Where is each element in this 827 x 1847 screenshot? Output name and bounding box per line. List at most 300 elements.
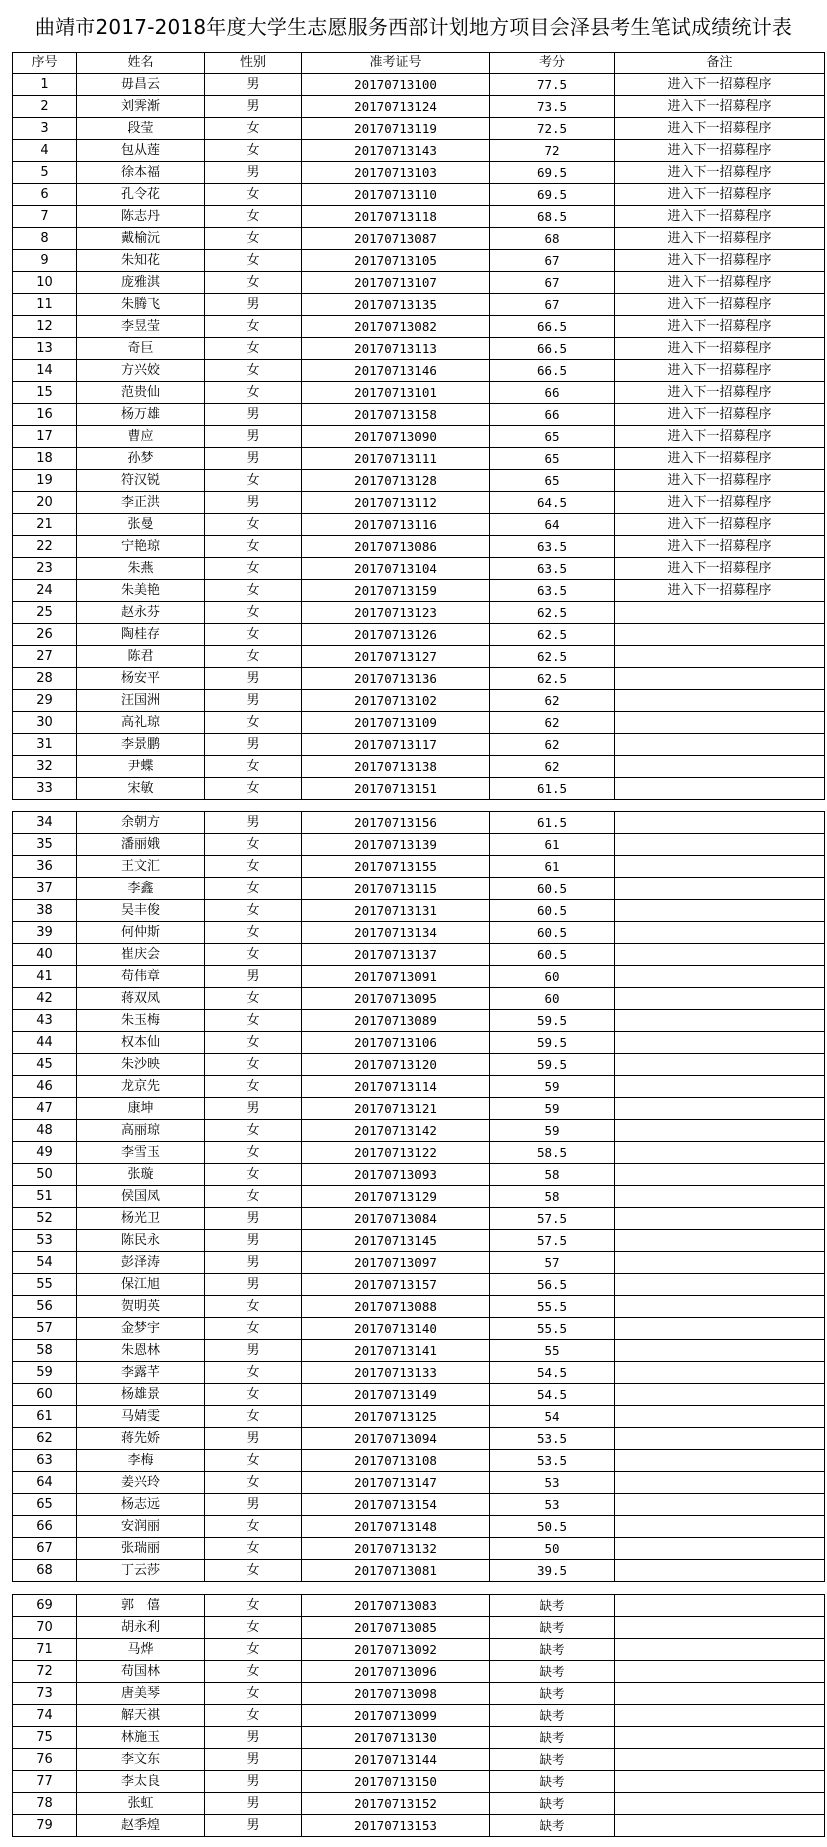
cell-gender: 女 xyxy=(205,922,302,944)
table-row xyxy=(13,1450,825,1472)
cell-gender: 男 xyxy=(205,1208,302,1230)
cell-score: 63.5 xyxy=(490,558,615,580)
cell-score: 55 xyxy=(490,1340,615,1362)
cell-gender: 女 xyxy=(205,536,302,558)
cell-exam-id: 20170713140 xyxy=(302,1318,490,1340)
cell-remark: 进入下一招募程序 xyxy=(615,470,825,492)
cell-gender: 女 xyxy=(205,1054,302,1076)
table-row xyxy=(13,988,825,1010)
cell-exam-id: 20170713092 xyxy=(302,1639,490,1661)
cell-name: 李雪玉 xyxy=(77,1142,205,1164)
table-row xyxy=(13,690,825,712)
cell-exam-id: 20170713121 xyxy=(302,1098,490,1120)
cell-score: 缺考 xyxy=(490,1683,615,1705)
cell-remark xyxy=(615,1164,825,1186)
cell-exam-id: 20170713134 xyxy=(302,922,490,944)
table-row xyxy=(13,470,825,492)
cell-score: 61 xyxy=(490,834,615,856)
cell-seq: 74 xyxy=(13,1705,77,1727)
table-row xyxy=(13,1494,825,1516)
table-row xyxy=(13,944,825,966)
cell-name: 曹应 xyxy=(77,426,205,448)
cell-gender: 男 xyxy=(205,1793,302,1815)
cell-name: 李昱莹 xyxy=(77,316,205,338)
cell-name: 符汉锐 xyxy=(77,470,205,492)
cell-name: 蒋双凤 xyxy=(77,988,205,1010)
cell-name: 李文东 xyxy=(77,1749,205,1771)
cell-name: 马烨 xyxy=(77,1639,205,1661)
table-row xyxy=(13,646,825,668)
cell-score: 66.5 xyxy=(490,316,615,338)
cell-seq: 21 xyxy=(13,514,77,536)
cell-exam-id: 20170713085 xyxy=(302,1617,490,1639)
cell-seq: 65 xyxy=(13,1494,77,1516)
cell-gender: 男 xyxy=(205,734,302,756)
cell-remark: 进入下一招募程序 xyxy=(615,360,825,382)
table-row xyxy=(13,580,825,602)
cell-name: 何仲斯 xyxy=(77,922,205,944)
cell-name: 朱燕 xyxy=(77,558,205,580)
cell-exam-id: 20170713094 xyxy=(302,1428,490,1450)
cell-exam-id: 20170713088 xyxy=(302,1296,490,1318)
cell-remark: 进入下一招募程序 xyxy=(615,206,825,228)
table-row xyxy=(13,900,825,922)
table-row xyxy=(13,1318,825,1340)
cell-seq: 78 xyxy=(13,1793,77,1815)
cell-score: 缺考 xyxy=(490,1705,615,1727)
cell-name: 杨志远 xyxy=(77,1494,205,1516)
cell-score: 62 xyxy=(490,690,615,712)
cell-score: 55.5 xyxy=(490,1318,615,1340)
table-row xyxy=(13,338,825,360)
cell-remark: 进入下一招募程序 xyxy=(615,382,825,404)
cell-name: 朱恩林 xyxy=(77,1340,205,1362)
cell-exam-id: 20170713095 xyxy=(302,988,490,1010)
cell-name: 苟国林 xyxy=(77,1661,205,1683)
table-row xyxy=(13,1274,825,1296)
cell-name: 陈民永 xyxy=(77,1230,205,1252)
cell-gender: 女 xyxy=(205,756,302,778)
table-row xyxy=(13,1639,825,1661)
cell-score: 缺考 xyxy=(490,1771,615,1793)
cell-seq: 61 xyxy=(13,1406,77,1428)
cell-gender: 男 xyxy=(205,1749,302,1771)
cell-remark xyxy=(615,1340,825,1362)
cell-exam-id: 20170713158 xyxy=(302,404,490,426)
cell-score: 66.5 xyxy=(490,338,615,360)
cell-name: 陶桂存 xyxy=(77,624,205,646)
cell-score: 65 xyxy=(490,426,615,448)
cell-name: 彭泽涛 xyxy=(77,1252,205,1274)
cell-seq: 75 xyxy=(13,1727,77,1749)
table-row xyxy=(13,140,825,162)
cell-score: 69.5 xyxy=(490,184,615,206)
cell-remark: 进入下一招募程序 xyxy=(615,448,825,470)
cell-gender: 女 xyxy=(205,1296,302,1318)
cell-score: 53.5 xyxy=(490,1450,615,1472)
cell-exam-id: 20170713149 xyxy=(302,1384,490,1406)
table-row xyxy=(13,1252,825,1274)
cell-score: 67 xyxy=(490,272,615,294)
cell-exam-id: 20170713145 xyxy=(302,1230,490,1252)
cell-name: 李露芊 xyxy=(77,1362,205,1384)
cell-seq: 16 xyxy=(13,404,77,426)
cell-remark xyxy=(615,1186,825,1208)
cell-name: 康坤 xyxy=(77,1098,205,1120)
cell-seq: 46 xyxy=(13,1076,77,1098)
cell-remark xyxy=(615,1472,825,1494)
cell-gender: 女 xyxy=(205,382,302,404)
cell-seq: 43 xyxy=(13,1010,77,1032)
cell-gender: 女 xyxy=(205,1705,302,1727)
cell-seq: 64 xyxy=(13,1472,77,1494)
cell-gender: 男 xyxy=(205,1340,302,1362)
cell-score: 60 xyxy=(490,966,615,988)
cell-remark: 进入下一招募程序 xyxy=(615,404,825,426)
cell-seq: 56 xyxy=(13,1296,77,1318)
table-row xyxy=(13,1296,825,1318)
cell-exam-id: 20170713106 xyxy=(302,1032,490,1054)
cell-seq: 73 xyxy=(13,1683,77,1705)
cell-remark xyxy=(615,1010,825,1032)
table-row xyxy=(13,734,825,756)
cell-gender: 男 xyxy=(205,966,302,988)
cell-seq: 37 xyxy=(13,878,77,900)
cell-name: 林施玉 xyxy=(77,1727,205,1749)
cell-score: 60.5 xyxy=(490,900,615,922)
table-row xyxy=(13,426,825,448)
cell-exam-id: 20170713151 xyxy=(302,778,490,800)
table-row xyxy=(13,602,825,624)
cell-name: 丁云莎 xyxy=(77,1560,205,1582)
cell-remark xyxy=(615,1793,825,1815)
cell-gender: 女 xyxy=(205,206,302,228)
cell-seq: 6 xyxy=(13,184,77,206)
cell-score: 59 xyxy=(490,1098,615,1120)
cell-exam-id: 20170713155 xyxy=(302,856,490,878)
cell-name: 李鑫 xyxy=(77,878,205,900)
cell-seq: 23 xyxy=(13,558,77,580)
cell-exam-id: 20170713096 xyxy=(302,1661,490,1683)
cell-score: 54.5 xyxy=(490,1384,615,1406)
cell-name: 刘霁渐 xyxy=(77,96,205,118)
cell-name: 蒋先娇 xyxy=(77,1428,205,1450)
cell-gender: 女 xyxy=(205,1538,302,1560)
cell-gender: 男 xyxy=(205,1494,302,1516)
cell-remark: 进入下一招募程序 xyxy=(615,514,825,536)
cell-exam-id: 20170713108 xyxy=(302,1450,490,1472)
cell-exam-id: 20170713117 xyxy=(302,734,490,756)
cell-score: 77.5 xyxy=(490,74,615,96)
cell-exam-id: 20170713084 xyxy=(302,1208,490,1230)
cell-remark xyxy=(615,1384,825,1406)
cell-score: 58 xyxy=(490,1186,615,1208)
cell-seq: 24 xyxy=(13,580,77,602)
cell-score: 39.5 xyxy=(490,1560,615,1582)
cell-seq: 51 xyxy=(13,1186,77,1208)
cell-seq: 76 xyxy=(13,1749,77,1771)
cell-exam-id: 20170713082 xyxy=(302,316,490,338)
cell-score: 缺考 xyxy=(490,1749,615,1771)
cell-remark: 进入下一招募程序 xyxy=(615,162,825,184)
table-row xyxy=(13,1705,825,1727)
table-row xyxy=(13,1516,825,1538)
cell-remark xyxy=(615,900,825,922)
cell-name: 贺明英 xyxy=(77,1296,205,1318)
cell-gender: 男 xyxy=(205,690,302,712)
cell-score: 60.5 xyxy=(490,922,615,944)
cell-remark xyxy=(615,878,825,900)
cell-name: 宋敏 xyxy=(77,778,205,800)
cell-gender: 女 xyxy=(205,184,302,206)
cell-seq: 63 xyxy=(13,1450,77,1472)
cell-gender: 男 xyxy=(205,1274,302,1296)
cell-score: 63.5 xyxy=(490,580,615,602)
cell-gender: 女 xyxy=(205,1032,302,1054)
cell-seq: 8 xyxy=(13,228,77,250)
cell-remark: 进入下一招募程序 xyxy=(615,316,825,338)
cell-seq: 41 xyxy=(13,966,77,988)
cell-score: 68 xyxy=(490,228,615,250)
cell-name: 奇巨 xyxy=(77,338,205,360)
cell-name: 包从莲 xyxy=(77,140,205,162)
cell-score: 61.5 xyxy=(490,778,615,800)
cell-seq: 39 xyxy=(13,922,77,944)
table-row xyxy=(13,1010,825,1032)
cell-score: 73.5 xyxy=(490,96,615,118)
cell-score: 62.5 xyxy=(490,668,615,690)
cell-gender: 女 xyxy=(205,900,302,922)
cell-score: 55.5 xyxy=(490,1296,615,1318)
cell-seq: 30 xyxy=(13,712,77,734)
cell-seq: 11 xyxy=(13,294,77,316)
table-row xyxy=(13,404,825,426)
cell-exam-id: 20170713133 xyxy=(302,1362,490,1384)
cell-seq: 26 xyxy=(13,624,77,646)
cell-remark xyxy=(615,1683,825,1705)
cell-seq: 42 xyxy=(13,988,77,1010)
cell-seq: 58 xyxy=(13,1340,77,1362)
table-row xyxy=(13,250,825,272)
cell-gender: 女 xyxy=(205,778,302,800)
cell-gender: 男 xyxy=(205,448,302,470)
cell-exam-id: 20170713128 xyxy=(302,470,490,492)
cell-gender: 女 xyxy=(205,1010,302,1032)
table-row xyxy=(13,1142,825,1164)
cell-name: 郭 僖 xyxy=(77,1595,205,1617)
table-row xyxy=(13,1727,825,1749)
cell-remark xyxy=(615,1142,825,1164)
cell-gender: 女 xyxy=(205,1120,302,1142)
table-row xyxy=(13,1428,825,1450)
cell-seq: 20 xyxy=(13,492,77,514)
cell-gender: 女 xyxy=(205,1450,302,1472)
cell-exam-id: 20170713135 xyxy=(302,294,490,316)
table-row xyxy=(13,712,825,734)
cell-score: 65 xyxy=(490,448,615,470)
cell-exam-id: 20170713127 xyxy=(302,646,490,668)
cell-name: 潘丽娥 xyxy=(77,834,205,856)
cell-score: 缺考 xyxy=(490,1595,615,1617)
cell-exam-id: 20170713097 xyxy=(302,1252,490,1274)
cell-remark xyxy=(615,1617,825,1639)
cell-exam-id: 20170713143 xyxy=(302,140,490,162)
header-gender: 性别 xyxy=(205,53,302,74)
cell-name: 苟伟章 xyxy=(77,966,205,988)
cell-seq: 48 xyxy=(13,1120,77,1142)
cell-gender: 女 xyxy=(205,1516,302,1538)
cell-remark xyxy=(615,1428,825,1450)
cell-exam-id: 20170713147 xyxy=(302,1472,490,1494)
cell-remark: 进入下一招募程序 xyxy=(615,184,825,206)
cell-score: 54.5 xyxy=(490,1362,615,1384)
cell-remark: 进入下一招募程序 xyxy=(615,250,825,272)
cell-exam-id: 20170713104 xyxy=(302,558,490,580)
cell-gender: 男 xyxy=(205,426,302,448)
cell-gender: 男 xyxy=(205,404,302,426)
cell-exam-id: 20170713098 xyxy=(302,1683,490,1705)
cell-name: 王文汇 xyxy=(77,856,205,878)
cell-remark xyxy=(615,1538,825,1560)
cell-exam-id: 20170713091 xyxy=(302,966,490,988)
cell-seq: 3 xyxy=(13,118,77,140)
table-row xyxy=(13,1793,825,1815)
cell-seq: 53 xyxy=(13,1230,77,1252)
cell-gender: 男 xyxy=(205,812,302,834)
cell-remark xyxy=(615,756,825,778)
table-row xyxy=(13,1406,825,1428)
cell-gender: 男 xyxy=(205,1428,302,1450)
cell-score: 58.5 xyxy=(490,1142,615,1164)
cell-seq: 44 xyxy=(13,1032,77,1054)
cell-exam-id: 20170713130 xyxy=(302,1727,490,1749)
cell-name: 张璇 xyxy=(77,1164,205,1186)
header-name: 姓名 xyxy=(77,53,205,74)
cell-score: 61.5 xyxy=(490,812,615,834)
cell-score: 66 xyxy=(490,404,615,426)
cell-remark: 进入下一招募程序 xyxy=(615,272,825,294)
table-row xyxy=(13,228,825,250)
cell-exam-id: 20170713156 xyxy=(302,812,490,834)
table-row xyxy=(13,206,825,228)
cell-remark xyxy=(615,1815,825,1837)
cell-gender: 女 xyxy=(205,1362,302,1384)
table-row xyxy=(13,1595,825,1617)
table-row xyxy=(13,492,825,514)
table-row xyxy=(13,118,825,140)
cell-gender: 女 xyxy=(205,1683,302,1705)
cell-gender: 男 xyxy=(205,1815,302,1837)
cell-name: 李梅 xyxy=(77,1450,205,1472)
cell-name: 李太良 xyxy=(77,1771,205,1793)
cell-score: 54 xyxy=(490,1406,615,1428)
cell-seq: 2 xyxy=(13,96,77,118)
cell-name: 张曼 xyxy=(77,514,205,536)
cell-seq: 67 xyxy=(13,1538,77,1560)
cell-score: 50 xyxy=(490,1538,615,1560)
cell-score: 50.5 xyxy=(490,1516,615,1538)
cell-seq: 32 xyxy=(13,756,77,778)
cell-exam-id: 20170713132 xyxy=(302,1538,490,1560)
cell-name: 陈志丹 xyxy=(77,206,205,228)
cell-gender: 女 xyxy=(205,988,302,1010)
table-row xyxy=(13,1230,825,1252)
cell-score: 60 xyxy=(490,988,615,1010)
cell-remark xyxy=(615,1771,825,1793)
cell-name: 朱美艳 xyxy=(77,580,205,602)
cell-seq: 40 xyxy=(13,944,77,966)
cell-remark xyxy=(615,690,825,712)
table-row xyxy=(13,922,825,944)
cell-gender: 男 xyxy=(205,1727,302,1749)
cell-exam-id: 20170713109 xyxy=(302,712,490,734)
cell-seq: 1 xyxy=(13,74,77,96)
cell-gender: 女 xyxy=(205,1384,302,1406)
cell-gender: 女 xyxy=(205,316,302,338)
cell-remark: 进入下一招募程序 xyxy=(615,96,825,118)
header-seq: 序号 xyxy=(13,53,77,74)
cell-exam-id: 20170713110 xyxy=(302,184,490,206)
cell-seq: 14 xyxy=(13,360,77,382)
table-row xyxy=(13,1683,825,1705)
cell-exam-id: 20170713137 xyxy=(302,944,490,966)
cell-exam-id: 20170713118 xyxy=(302,206,490,228)
cell-score: 60.5 xyxy=(490,944,615,966)
cell-remark xyxy=(615,1494,825,1516)
cell-name: 孔令花 xyxy=(77,184,205,206)
table-row xyxy=(13,1538,825,1560)
cell-remark xyxy=(615,1076,825,1098)
cell-remark xyxy=(615,1318,825,1340)
cell-gender: 男 xyxy=(205,1098,302,1120)
cell-remark xyxy=(615,1120,825,1142)
cell-seq: 22 xyxy=(13,536,77,558)
cell-seq: 15 xyxy=(13,382,77,404)
table-row xyxy=(13,1617,825,1639)
cell-score: 59.5 xyxy=(490,1032,615,1054)
header-exam-id: 准考证号 xyxy=(302,53,490,74)
cell-name: 高礼琼 xyxy=(77,712,205,734)
cell-exam-id: 20170713141 xyxy=(302,1340,490,1362)
cell-score: 64 xyxy=(490,514,615,536)
cell-exam-id: 20170713142 xyxy=(302,1120,490,1142)
table-row xyxy=(13,1054,825,1076)
cell-exam-id: 20170713144 xyxy=(302,1749,490,1771)
cell-seq: 31 xyxy=(13,734,77,756)
cell-seq: 19 xyxy=(13,470,77,492)
cell-seq: 62 xyxy=(13,1428,77,1450)
cell-exam-id: 20170713112 xyxy=(302,492,490,514)
cell-seq: 52 xyxy=(13,1208,77,1230)
cell-remark xyxy=(615,734,825,756)
table-row xyxy=(13,96,825,118)
table-row xyxy=(13,74,825,96)
cell-exam-id: 20170713093 xyxy=(302,1164,490,1186)
cell-exam-id: 20170713152 xyxy=(302,1793,490,1815)
table-row xyxy=(13,878,825,900)
cell-seq: 57 xyxy=(13,1318,77,1340)
cell-score: 缺考 xyxy=(490,1815,615,1837)
table-row xyxy=(13,360,825,382)
cell-remark xyxy=(615,668,825,690)
cell-gender: 女 xyxy=(205,944,302,966)
cell-score: 57.5 xyxy=(490,1230,615,1252)
cell-remark xyxy=(615,1252,825,1274)
table-row xyxy=(13,1815,825,1837)
cell-gender: 女 xyxy=(205,228,302,250)
table-row xyxy=(13,812,825,834)
cell-gender: 女 xyxy=(205,1142,302,1164)
